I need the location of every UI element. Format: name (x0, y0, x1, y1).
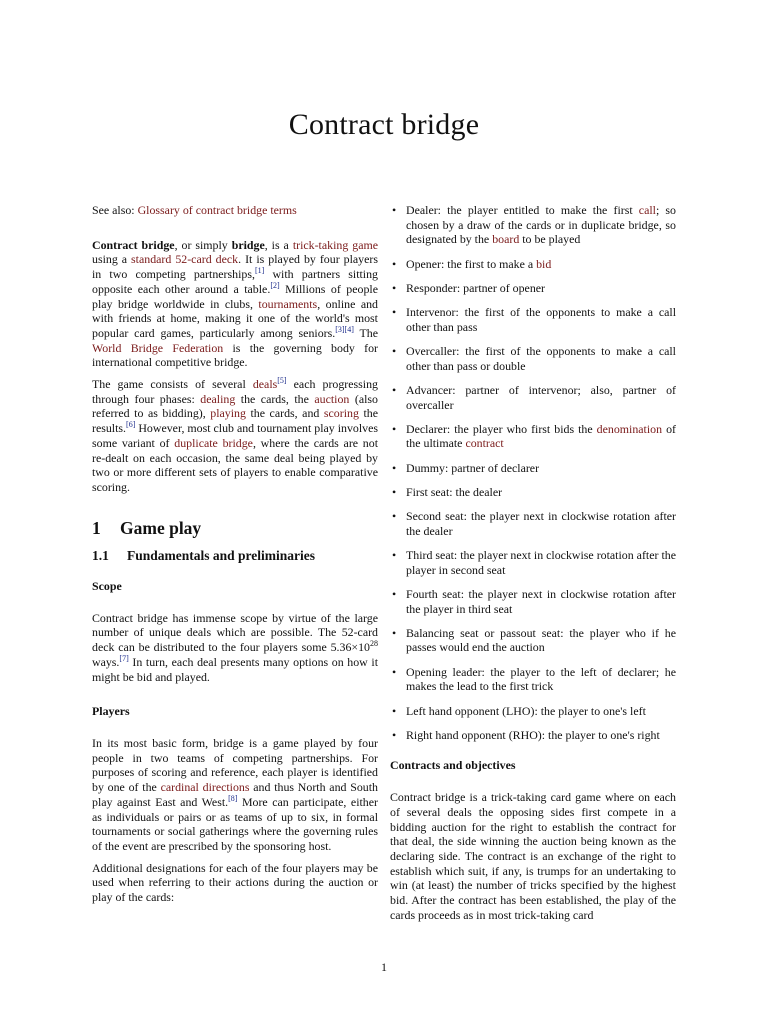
list-item: • Opening leader: the player to the left of declarer; he makes the lead to the first trick (390, 665, 676, 694)
list-item: • Left hand opponent (LHO): the player to one's left (390, 704, 676, 719)
list-item: • Intervenor: the first of the opponents to make a call other than pass (390, 305, 676, 334)
link-tournaments[interactable]: tournaments (258, 296, 318, 311)
link-scoring[interactable]: scoring (323, 406, 359, 421)
citation-8[interactable]: [8] (228, 793, 238, 803)
list-item: • Second seat: the player next in clockwise rotation after the dealer (390, 509, 676, 538)
left-column (92, 203, 378, 912)
link-dealing[interactable]: dealing (200, 391, 236, 406)
section-title: Game play (120, 517, 202, 538)
link-world-bridge-federation[interactable]: World Bridge Federation (92, 340, 224, 355)
section-number: 1 (92, 517, 101, 538)
list-item: • Advancer: partner of intervenor; also, partner of overcaller (390, 383, 676, 412)
subsection-number: 1.1 (92, 548, 109, 564)
see-also-label: See also: (92, 203, 135, 217)
intro-paragraph-2: The game consists of several deals[5] each progressing through four phases: dealing the cards, the auction (also referred to as bidding), playing the cards, and scoring the results.[6] However, most club and tournament play involves some variant of duplicate bridge, where the cards are not re-dealt on each occasion, the same deal being played by two or more different sets of players to enable comparative scoring. (92, 376, 378, 494)
link-trick-taking-game[interactable]: trick-taking game (292, 237, 378, 252)
link-board[interactable]: board (492, 232, 520, 247)
citation-7[interactable]: [7] (119, 653, 129, 663)
link-auction[interactable]: auction (314, 391, 350, 406)
link-cardinal-directions[interactable]: cardinal directions (160, 780, 250, 795)
citation-6[interactable]: [6] (126, 420, 136, 430)
list-item: • Opener: the first to make a bid (390, 257, 676, 272)
list-item: • Fourth seat: the player next in clockwise rotation after the player in third seat (390, 587, 676, 616)
player-designations-list (390, 203, 676, 742)
list-item: • Dummy: partner of declarer (390, 461, 676, 476)
contracts-heading: Contracts and objectives (390, 758, 516, 773)
players-heading: Players (92, 704, 130, 719)
link-duplicate-bridge[interactable]: duplicate bridge (174, 435, 253, 450)
scope-paragraph: Contract bridge has immense scope by virtue of the large number of unique deals which are possible. The 52-card deck can be distributed to the four players some $5.36\times 10^{28}$ ways.[7] In turn, each deal presents many options on how it might be bid and played. (92, 610, 378, 684)
scope-heading: Scope (92, 579, 122, 594)
link-playing[interactable]: playing (210, 406, 246, 421)
see-also (92, 203, 378, 218)
list-item: • Responder: partner of opener (390, 281, 676, 296)
citation-1[interactable]: [1] (254, 266, 265, 276)
players-paragraph-2: Additional designations for each of the four players may be used when referring to their actions during the auction or play of the cards: (92, 860, 378, 905)
link-denomination[interactable]: denomination (596, 421, 663, 436)
link-glossary[interactable]: Glossary of contract bridge terms (137, 203, 297, 217)
link-standard-deck[interactable]: standard 52-card deck (131, 252, 239, 267)
list-item: • Overcaller: the first of the opponents to make a call other than pass or double (390, 344, 676, 373)
link-contract[interactable]: contract (465, 436, 504, 451)
players-paragraph-1: In its most basic form, bridge is a game played by four people in two teams of competing partnerships. For purposes of scoring and reference, each player is identified by one of the cardinal directions and thus North and South play against East and West.[8] More can participate, either as individuals or pairs or as teams of up to six, in formal tournaments or social gatherings where the governing rules of the event are prescribed by the sponsoring host. (92, 735, 378, 853)
list-item: • First seat: the dealer (390, 485, 676, 500)
list-item: • Third seat: the player next in clockwise rotation after the player in second seat (390, 548, 676, 577)
citation-5[interactable]: [5] (277, 376, 287, 386)
list-item: • Balancing seat or passout seat: the player who if he passes would end the auction (390, 626, 676, 655)
term-contract-bridge: Contract bridge (92, 237, 175, 252)
list-item: • Dealer: the player entitled to make the first call; so chosen by a draw of the cards or in duplicate bridge, so designated by the board to be played (390, 203, 676, 247)
citation-2[interactable]: [2] (270, 280, 280, 290)
link-deals[interactable]: deals (252, 377, 278, 392)
page-title: Contract bridge (288, 108, 480, 141)
term-bridge: bridge (231, 237, 265, 252)
intro-paragraph-1: Contract bridge, or simply bridge, is a trick-taking game using a standard 52-card deck. It is played by four players in two competing partnerships,[1] with partners sitting opposite each other around a table.[2] Millions of people play bridge worldwide in clubs, tournaments, online and with friends at home, making it one of the world's most popular card games, particularly among seniors.[3][4] The World Bridge Federation is the governing body for international competitive bridge. (92, 237, 378, 370)
list-item: • Right hand opponent (RHO): the player to one's right (390, 728, 676, 743)
section-heading-game-play (92, 517, 378, 538)
contracts-paragraph: Contract bridge is a trick-taking card game where on each of several deals the opposing sides first compete in a bidding auction for the right to establish the contract for that deal, the side winning the auction being known as the declaring side. The contract is an exchange of the right to establish which suit, if any, is trumps for an undertaking to win (at least) the number of tricks specified by the highest bid. After the contract has been established, the play of the cards proceeds as in most trick-taking card (390, 790, 676, 922)
subsection-title: Fundamentals and preliminaries (127, 548, 316, 564)
exponent: 28 (370, 639, 378, 649)
page-number: 1 (381, 960, 387, 974)
right-column (390, 203, 676, 930)
link-bid[interactable]: bid (536, 256, 552, 271)
link-call[interactable]: call (638, 203, 656, 217)
subsection-heading-fundamentals (92, 549, 378, 564)
citation-3-4[interactable]: [3][4] (335, 324, 354, 334)
list-item: • Declarer: the player who first bids the denomination of the ultimate contract (390, 422, 676, 451)
